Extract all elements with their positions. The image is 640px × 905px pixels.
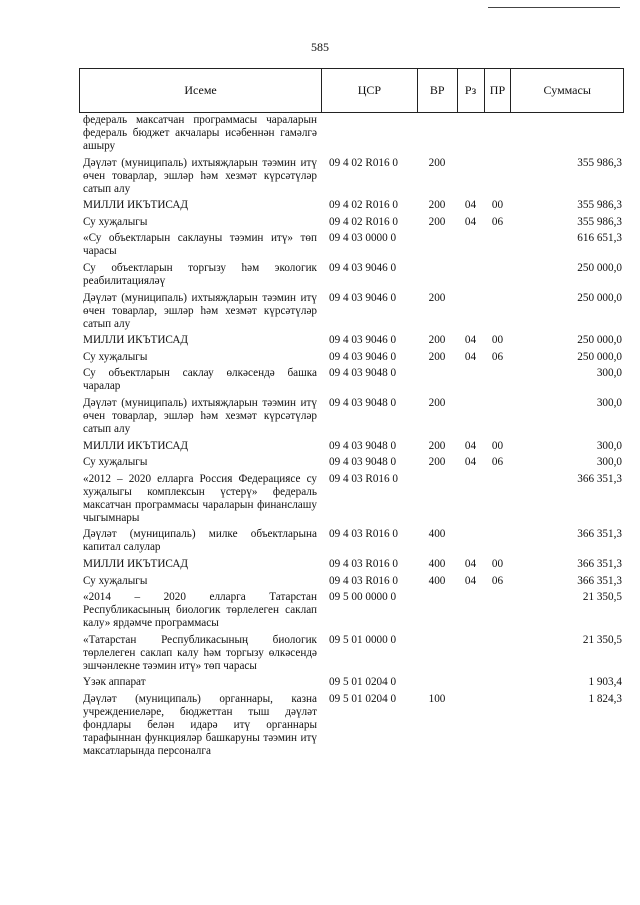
table-row <box>79 575 624 588</box>
row-pr <box>484 397 511 436</box>
row-vr: 200 <box>428 439 446 452</box>
table-row <box>79 334 624 347</box>
row-vr <box>417 262 457 288</box>
row-csr: 09 4 03 9046 0 <box>329 291 397 304</box>
row-rz: 04 <box>464 574 477 587</box>
row-vr: 400 <box>428 557 446 570</box>
row-csr: 09 4 03 R016 0 <box>329 557 398 570</box>
row-name: Дәүләт (муниципаль) ихтыяҗларын тәэмин итү өчен товарлар, эшләр һәм хезмәт күрсәтүләр сатып алу <box>83 396 317 435</box>
row-vr: 200 <box>428 456 446 469</box>
row-name: МИЛЛИ ИКЪТИСАД <box>83 334 189 347</box>
table-row <box>79 157 624 196</box>
table-row <box>79 676 624 689</box>
row-name: Дәүләт (муниципаль) органнары, казна учреждениеләре, бюджеттан тыш дәүләт фондлары белән идарә итү органнары тарафыннан функцияләр башкаруны тәэмин итү максатларында персоналга <box>83 692 317 757</box>
row-sum: 1 903,4 <box>588 676 622 689</box>
table-row <box>79 199 624 212</box>
row-rz: 04 <box>464 557 477 570</box>
header-rz: Рз <box>457 69 484 112</box>
row-sum: 300,0 <box>596 396 622 409</box>
row-sum: 1 824,3 <box>588 692 622 705</box>
row-csr: 09 5 00 0000 0 <box>329 591 397 604</box>
row-sum: 250 000,0 <box>577 261 622 274</box>
table-row <box>79 367 624 393</box>
row-rz <box>457 292 484 331</box>
header-sum: Суммасы <box>510 69 623 112</box>
row-sum: 366 351,3 <box>577 574 622 587</box>
row-rz <box>457 634 484 673</box>
row-name: Су объектларын торгызу һәм экологик реабилитацияләү <box>83 261 317 287</box>
table-row <box>79 456 624 469</box>
row-name: «2012 – 2020 елларга Россия Федерациясе су хуҗалыгы комплексын үстерү» федераль максатчан программасы чараларын финанслашу чыгымнары <box>83 472 317 524</box>
budget-table <box>79 68 624 761</box>
header-csr: ЦСР <box>321 69 417 112</box>
row-name: Дәүләт (муниципаль) ихтыяҗларын тәэмин итү өчен товарлар, эшләр һәм хезмәт күрсәтүләр сатып алу <box>83 291 317 330</box>
table-row <box>79 397 624 436</box>
row-name: «Су объектларын саклауны тәэмин итү» төп чарасы <box>83 232 317 258</box>
row-name: «2014 – 2020 елларга Татарстан Республикасының биологик төрлелеген саклап калу» ярдәмче программасы <box>83 591 317 630</box>
row-name: Су хуҗалыгы <box>83 350 148 363</box>
table-row <box>79 232 624 258</box>
row-pr <box>484 157 511 196</box>
row-rz <box>457 676 484 689</box>
row-sum: 250 000,0 <box>577 291 622 304</box>
row-pr: 06 <box>491 456 504 469</box>
row-pr <box>484 528 511 554</box>
row-sum: 250 000,0 <box>577 350 622 363</box>
row-pr: 00 <box>491 439 504 452</box>
table-row <box>79 634 624 673</box>
row-sum: 300,0 <box>596 367 622 380</box>
row-rz <box>457 232 484 258</box>
row-csr: 09 4 03 9046 0 <box>329 334 397 347</box>
row-rz <box>457 397 484 436</box>
row-rz <box>457 693 484 758</box>
table-body <box>79 114 624 758</box>
row-sum: 300,0 <box>596 439 622 452</box>
row-name: Су объектларын саклау өлкәсендә башка чаралар <box>83 367 317 393</box>
row-rz: 04 <box>464 199 477 212</box>
row-csr: 09 4 03 9048 0 <box>329 439 397 452</box>
row-sum: 616 651,3 <box>577 232 622 245</box>
table-row <box>79 558 624 571</box>
row-vr: 400 <box>428 574 446 587</box>
row-pr: 00 <box>491 199 504 212</box>
top-rule <box>488 7 620 8</box>
row-rz: 04 <box>464 215 477 228</box>
table-row <box>79 351 624 364</box>
table-header <box>79 68 624 113</box>
header-pr: ПР <box>484 69 511 112</box>
row-pr: 06 <box>491 350 504 363</box>
table-row <box>79 262 624 288</box>
row-rz <box>457 114 484 153</box>
row-sum: 21 350,5 <box>582 633 622 646</box>
row-name: МИЛЛИ ИКЪТИСАД <box>83 439 189 452</box>
row-csr: 09 4 03 R016 0 <box>329 472 398 485</box>
row-name: МИЛЛИ ИКЪТИСАД <box>83 557 189 570</box>
row-sum: 355 986,3 <box>577 156 622 169</box>
row-rz <box>457 528 484 554</box>
row-sum: 355 986,3 <box>577 215 622 228</box>
row-vr <box>417 232 457 258</box>
row-pr <box>484 634 511 673</box>
table-row <box>79 528 624 554</box>
row-pr <box>484 262 511 288</box>
row-sum: 366 351,3 <box>577 557 622 570</box>
row-name: Үзәк аппарат <box>83 676 146 689</box>
row-csr: 09 4 03 9046 0 <box>329 261 397 274</box>
row-csr: 09 4 03 9048 0 <box>329 396 397 409</box>
row-rz: 04 <box>464 456 477 469</box>
row-csr: 09 4 02 R016 0 <box>329 156 398 169</box>
row-pr <box>484 232 511 258</box>
row-vr: 200 <box>428 156 446 169</box>
row-sum: 300,0 <box>596 456 622 469</box>
row-rz: 04 <box>464 439 477 452</box>
row-rz: 04 <box>464 350 477 363</box>
row-pr <box>484 473 511 525</box>
row-sum: 366 351,3 <box>577 528 622 541</box>
row-pr: 00 <box>491 557 504 570</box>
row-pr <box>484 114 511 153</box>
header-name: Исеме <box>184 83 217 97</box>
row-csr: 09 4 02 R016 0 <box>329 199 398 212</box>
row-csr <box>321 114 417 153</box>
row-pr <box>484 693 511 758</box>
row-vr: 200 <box>428 350 446 363</box>
row-vr <box>417 591 457 630</box>
table-row <box>79 591 624 630</box>
row-csr: 09 4 03 9048 0 <box>329 367 397 380</box>
row-name: Су хуҗалыгы <box>83 456 148 469</box>
row-pr <box>484 591 511 630</box>
table-row <box>79 114 624 153</box>
row-pr <box>484 292 511 331</box>
row-name: Су хуҗалыгы <box>83 215 148 228</box>
table-row <box>79 473 624 525</box>
row-vr <box>417 676 457 689</box>
row-name: «Татарстан Республикасының биологик төрлелеген саклап калу һәм торгызу өлкәсендә эшчәнлекне тәэмин итү» төп чарасы <box>83 633 317 672</box>
row-rz <box>457 591 484 630</box>
row-vr: 200 <box>428 396 446 409</box>
row-vr: 200 <box>428 334 446 347</box>
row-name: Дәүләт (муниципаль) ихтыяҗларын тәэмин итү өчен товарлар, эшләр һәм хезмәт күрсәтүләр сатып алу <box>83 156 317 195</box>
row-sum <box>511 114 624 153</box>
row-vr <box>417 634 457 673</box>
row-vr <box>417 473 457 525</box>
row-csr: 09 4 03 R016 0 <box>329 574 398 587</box>
row-vr: 200 <box>428 199 446 212</box>
row-sum: 21 350,5 <box>582 591 622 604</box>
row-vr: 100 <box>428 692 446 705</box>
row-vr: 200 <box>428 215 446 228</box>
row-csr: 09 4 03 R016 0 <box>329 528 398 541</box>
row-csr: 09 5 01 0204 0 <box>329 676 397 689</box>
row-csr: 09 5 01 0000 0 <box>329 633 397 646</box>
row-vr: 200 <box>428 291 446 304</box>
row-sum: 366 351,3 <box>577 472 622 485</box>
row-pr: 06 <box>491 215 504 228</box>
row-sum: 355 986,3 <box>577 199 622 212</box>
row-name: федераль максатчан программасы чараларын федераль бюджет акчалары исәбеннән гамәлгә ашыру <box>83 114 317 152</box>
row-vr <box>417 367 457 393</box>
row-vr <box>417 114 457 153</box>
row-name: Дәүләт (муниципаль) милке объектларына капитал салулар <box>83 528 317 554</box>
row-pr <box>484 367 511 393</box>
row-csr: 09 4 03 9046 0 <box>329 350 397 363</box>
row-rz <box>457 157 484 196</box>
row-pr: 00 <box>491 334 504 347</box>
row-sum: 250 000,0 <box>577 334 622 347</box>
row-name: МИЛЛИ ИКЪТИСАД <box>83 199 189 212</box>
table-row <box>79 216 624 229</box>
row-rz: 04 <box>464 334 477 347</box>
row-name: Су хуҗалыгы <box>83 574 148 587</box>
table-row <box>79 693 624 758</box>
row-pr: 06 <box>491 574 504 587</box>
row-rz <box>457 473 484 525</box>
row-csr: 09 5 01 0204 0 <box>329 692 397 705</box>
row-rz <box>457 262 484 288</box>
row-rz <box>457 367 484 393</box>
row-csr: 09 4 03 9048 0 <box>329 456 397 469</box>
table-row <box>79 292 624 331</box>
row-pr <box>484 676 511 689</box>
row-vr: 400 <box>428 528 446 541</box>
row-csr: 09 4 02 R016 0 <box>329 215 398 228</box>
table-row <box>79 440 624 453</box>
row-csr: 09 4 03 0000 0 <box>329 232 397 245</box>
header-vr: ВР <box>417 69 457 112</box>
page-number: 585 <box>311 40 329 54</box>
